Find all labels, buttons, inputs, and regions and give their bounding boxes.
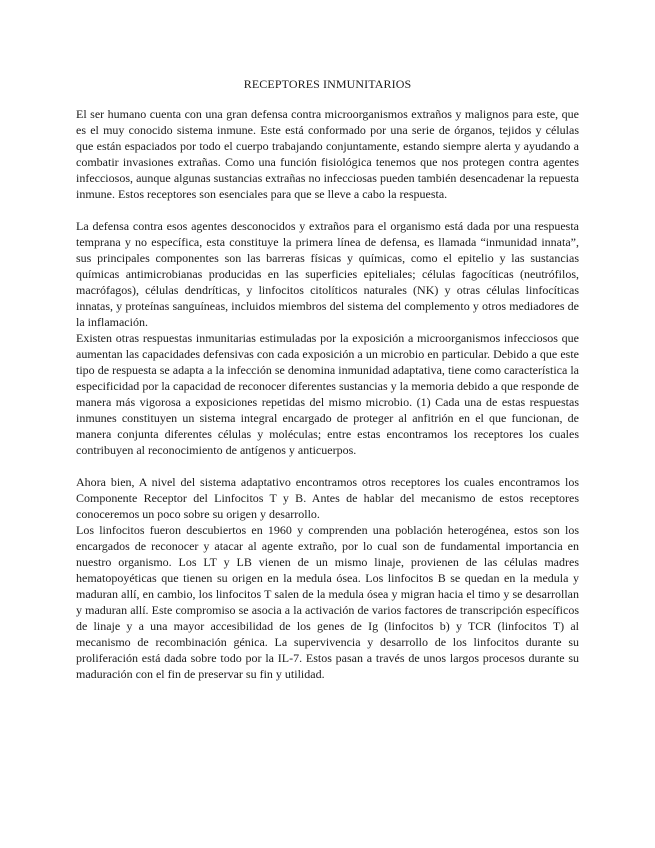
document-body (76, 76, 579, 682)
paragraph-adaptive-receptors: Ahora bien, A nivel del sistema adaptativo encontramos otros receptores los cuales encontramos los Componente Receptor del Linfocitos T y B. Antes de hablar del mecanismo de estos receptores conoceremos un poco sobre su origen y desarrollo. (76, 475, 579, 521)
paragraph-intro: El ser humano cuenta con una gran defensa contra microorganismos extraños y malignos para este, que es el muy conocido sistema inmune. Este está conformado por una serie de órganos, tejidos y células que están espaciados por todo el cuerpo trabajando conjuntamente, estando siempre alerta y ayudando a combatir invasiones extrañas. Como una función fisiológica tenemos que nos protegen contra agentes infecciosos, aunque algunas sustancias extrañas no infecciosas pueden también desencadenar la repuesta inmune. Estos receptores son esenciales para que se lleve a cabo la respuesta. (76, 107, 579, 201)
paragraph-lymphocytes: Los linfocitos fueron descubiertos en 1960 y comprenden una población heterogénea, estos son los encargados de reconocer y atacar al agente extraño, por lo cual son de fundamental importancia en nuestro organismo. Los LT y LB vienen de un mismo linaje, provienen de las células madres hematopoyéticas que tienen su origen en la medula ósea. Los linfocitos B se quedan en la medula y maduran allí, en cambio, los linfocitos T salen de la medula ósea y migran hacia el timo y se desarrollan y maduran allí. Este compromiso se asocia a la activación de varios factores de transcripción específicos de linaje y a una mayor accesibilidad de los genes de Ig (linfocitos b) y TCR (linfocitos T) al mecanismo de recombinación génica. La supervivencia y desarrollo de los linfocitos durante su proliferación está dada sobre todo por la IL-7. Estos pasan a través de unos largos procesos durante su maduración con el fin de preservar su fin y utilidad. (76, 523, 579, 681)
paragraph-innate-immunity: La defensa contra esos agentes desconocidos y extraños para el organismo está dada por una respuesta temprana y no específica, esta constituye la primera línea de defensa, es llamada “inmunidad innata”, sus principales componentes son las barreras físicas y químicas, como el epitelio y las sustancias químicas antimicrobianas producidas en las superficies epiteliales; células fagocíticas (neutrófilos, macrófagos), células dendríticas, y linfocitos citolíticos naturales (NK) y otras células linfocíticas innatas, y proteínas sanguíneas, incluidos miembros del sistema del complemento y otros mediadores de la inflamación. (76, 219, 579, 329)
paragraph-adaptive-immunity: Existen otras respuestas inmunitarias estimuladas por la exposición a microorganismos infecciosos que aumentan las capacidades defensivas con cada exposición a un microbio en particular. Debido a que este tipo de respuesta se adapta a la infección se denomina inmunidad adaptativa, tiene como característica la especificidad por la capacidad de reconocer diferentes sustancias y la memoria debido a que responde de manera más vigorosa a exposiciones repetidas del mismo microbio. (1) Cada una de estas respuestas inmunes constituyen un sistema integral encargado de proteger al anfitrión en el que funcionan, de manera conjunta diferentes células y moléculas; entre estas encontramos los receptores los cuales contribuyen al reconocimiento de antígenos y anticuerpos. (76, 331, 579, 457)
document-title: RECEPTORES INMUNITARIOS (243, 77, 412, 91)
